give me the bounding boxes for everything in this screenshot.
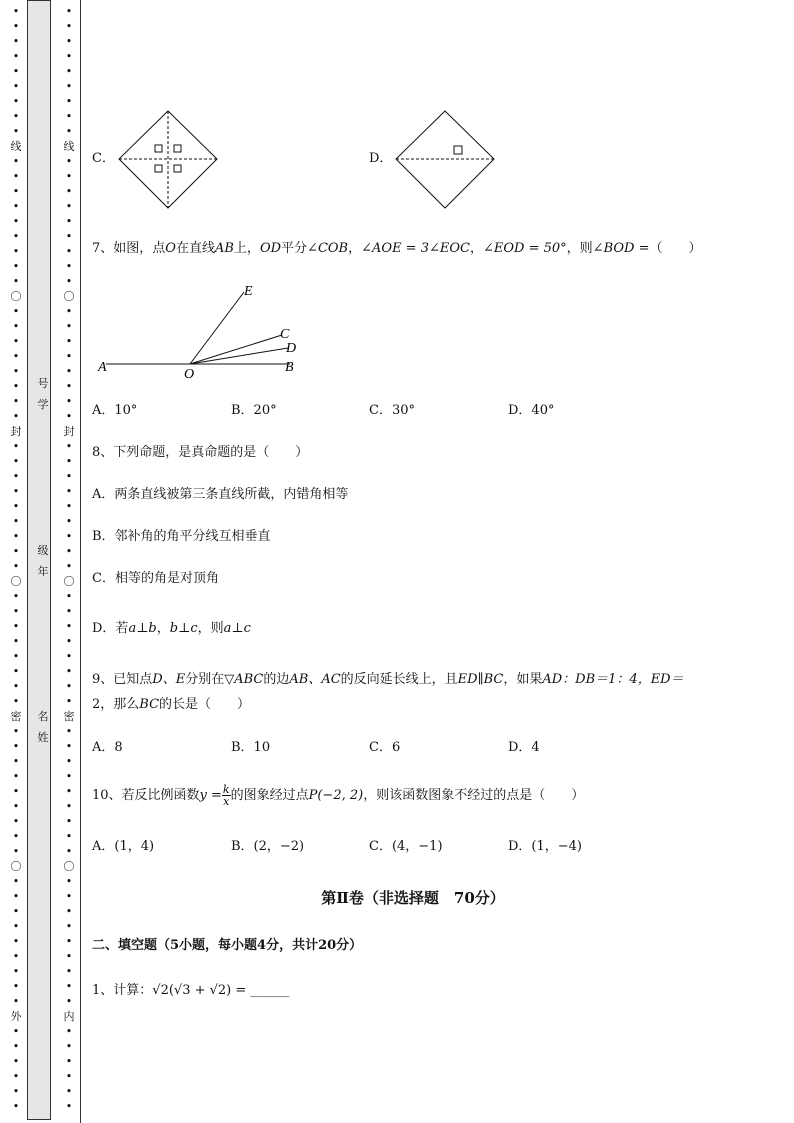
seal-label: 线 [63, 140, 75, 153]
name-field-char-2: 姓 [37, 731, 49, 744]
seal-dot: • [65, 170, 73, 183]
seal-dot: • [12, 350, 20, 363]
seal-label: 线 [10, 140, 22, 153]
seal-dot: • [65, 470, 73, 483]
seal-dot: • [65, 875, 73, 888]
seal-dot: • [12, 110, 20, 123]
q9-option-b: B．10 [231, 740, 271, 755]
seal-dot: • [65, 785, 73, 798]
seal-dot: • [12, 755, 20, 768]
seal-dot: • [65, 620, 73, 633]
seal-dot: • [12, 695, 20, 708]
seal-dot: • [65, 200, 73, 213]
seal-dot: • [12, 395, 20, 408]
seal-dot: • [12, 1040, 20, 1053]
seal-dot: • [65, 95, 73, 108]
seal-dot: • [65, 155, 73, 168]
section-2-title: 第Ⅱ卷（非选择题 70分） [321, 889, 505, 907]
seal-dot: • [65, 380, 73, 393]
seal-dot: • [65, 1100, 73, 1113]
q10-option-a: A．(1，4) [92, 839, 155, 854]
seal-dot: • [65, 110, 73, 123]
seal-dot: • [12, 560, 20, 573]
seal-dot: • [12, 20, 20, 33]
seal-dot: • [65, 815, 73, 828]
seal-dot: • [65, 20, 73, 33]
seal-dot: • [65, 500, 73, 513]
seal-label: 〇 [63, 290, 75, 303]
seal-dot: • [12, 920, 20, 933]
seal-dot: • [65, 1085, 73, 1098]
seal-dot: • [12, 770, 20, 783]
seal-dot: • [12, 1100, 20, 1113]
seal-dot: • [12, 215, 20, 228]
seal-label: 密 [10, 710, 22, 723]
seal-label: 外 [10, 1010, 22, 1023]
q10-option-b: B．(2，−2) [231, 839, 305, 854]
seal-dot: • [12, 95, 20, 108]
seal-label: 内 [63, 1010, 75, 1023]
seal-dot: • [65, 545, 73, 558]
seal-dot: • [12, 245, 20, 258]
seal-dot: • [12, 785, 20, 798]
q7-option-c: C．30° [369, 403, 415, 418]
seal-dot: • [65, 260, 73, 273]
seal-dot: • [65, 905, 73, 918]
seal-dot: • [12, 800, 20, 813]
seal-dot: • [65, 515, 73, 528]
seal-dot: • [65, 995, 73, 1008]
seal-dot: • [65, 215, 73, 228]
seal-dot: • [65, 635, 73, 648]
seal-dot: • [12, 725, 20, 738]
question-9-stem-line-1: 9、已知点D、E分别在▽ABC的边AB、AC的反向延长线上，且ED∥BC，如果AD：DB＝1：4，ED＝ [92, 672, 684, 687]
seal-dot: • [65, 320, 73, 333]
q8-option-c: C．相等的角是对顶角 [92, 571, 219, 586]
student-id-field-char-1: 号 [37, 377, 49, 390]
q9-option-d: D．4 [508, 740, 540, 755]
seal-dot: • [12, 335, 20, 348]
seal-dot: • [65, 920, 73, 933]
question-7-stem: 7、如图，点O在直线AB上，OD平分∠COB，∠AOE = 3∠EOC，∠EOD = 50°，则∠BOD =（ ） [92, 241, 702, 256]
seal-dot: • [12, 635, 20, 648]
question-8-stem: 8、下列命题，是真命题的是（ ） [92, 445, 309, 460]
seal-dot: • [12, 620, 20, 633]
seal-dot: • [65, 305, 73, 318]
q9-option-a: A．8 [92, 740, 123, 755]
seal-dot: • [12, 665, 20, 678]
seal-dot: • [12, 485, 20, 498]
seal-dot: • [12, 470, 20, 483]
q6-option-d-figure [394, 110, 496, 210]
seal-dot: • [12, 440, 20, 453]
seal-dot: • [12, 410, 20, 423]
seal-label: 〇 [63, 860, 75, 873]
seal-dot: • [65, 410, 73, 423]
point-label-c: C [280, 327, 290, 342]
q7-option-b: B．20° [231, 403, 277, 418]
seal-dot: • [12, 320, 20, 333]
seal-dot: • [12, 830, 20, 843]
seal-dot: • [65, 275, 73, 288]
seal-dot: • [12, 185, 20, 198]
q10-option-d: D．(1，−4) [508, 839, 583, 854]
seal-dot: • [12, 125, 20, 138]
seal-dot: • [12, 935, 20, 948]
point-label-a: A [98, 360, 107, 375]
student-id-field-char-2: 学 [37, 398, 49, 411]
point-label-o: O [184, 367, 195, 380]
q8-option-d: D．若a⊥b，b⊥c，则a⊥c [92, 621, 251, 636]
question-7-figure [92, 280, 312, 380]
seal-dot: • [65, 185, 73, 198]
seal-dot: • [12, 890, 20, 903]
seal-dot: • [12, 680, 20, 693]
seal-dot: • [12, 80, 20, 93]
q6-option-c-label: C． [92, 151, 115, 166]
seal-label: 封 [63, 425, 75, 438]
seal-dot: • [65, 800, 73, 813]
binding-strip [27, 0, 51, 1120]
q10-fraction: $\frac{k}{x}$ [222, 783, 230, 808]
seal-dot: • [12, 170, 20, 183]
seal-dot: • [65, 770, 73, 783]
seal-dot: • [65, 125, 73, 138]
seal-dot: • [65, 560, 73, 573]
answer-blank[interactable]: ______ [250, 983, 290, 998]
seal-dot: • [65, 1025, 73, 1038]
seal-dot: • [65, 335, 73, 348]
seal-dot: • [12, 950, 20, 963]
seal-dot: • [65, 890, 73, 903]
seal-dot: • [65, 680, 73, 693]
section-2-subtitle: 二、填空题（5小题，每小题4分，共计20分） [92, 938, 363, 953]
seal-dot: • [65, 455, 73, 468]
q6-option-d-label: D． [369, 151, 393, 166]
grade-field-char-1: 级 [37, 544, 49, 557]
seal-dot: • [65, 650, 73, 663]
seal-dot: • [12, 1070, 20, 1083]
seal-dot: • [65, 230, 73, 243]
left-seal-column [10, 4, 22, 1114]
seal-dot: • [65, 965, 73, 978]
seal-label: 密 [63, 710, 75, 723]
seal-dot: • [12, 230, 20, 243]
seal-dot: • [65, 245, 73, 258]
seal-dot: • [65, 725, 73, 738]
seal-dot: • [65, 395, 73, 408]
seal-dot: • [12, 740, 20, 753]
point-label-d: D [286, 341, 297, 356]
seal-dot: • [65, 695, 73, 708]
point-label-e: E [244, 284, 253, 299]
seal-dot: • [12, 275, 20, 288]
seal-dot: • [12, 980, 20, 993]
seal-dot: • [65, 485, 73, 498]
seal-dot: • [12, 1025, 20, 1038]
seal-dot: • [65, 755, 73, 768]
q6-option-c-figure [117, 110, 219, 210]
seal-dot: • [12, 365, 20, 378]
seal-label: 〇 [10, 290, 22, 303]
seal-dot: • [65, 530, 73, 543]
binding-line [80, 0, 81, 1123]
seal-dot: • [12, 815, 20, 828]
seal-dot: • [12, 875, 20, 888]
seal-dot: • [12, 905, 20, 918]
seal-dot: • [65, 65, 73, 78]
seal-dot: • [65, 1040, 73, 1053]
seal-dot: • [12, 50, 20, 63]
seal-dot: • [12, 65, 20, 78]
right-seal-column [63, 4, 75, 1114]
seal-dot: • [65, 50, 73, 63]
q9-option-c: C．6 [369, 740, 401, 755]
seal-label: 封 [10, 425, 22, 438]
seal-label: 〇 [63, 575, 75, 588]
seal-dot: • [12, 5, 20, 18]
seal-dot: • [12, 545, 20, 558]
seal-dot: • [65, 665, 73, 678]
q10-option-c: C．(4，−1) [369, 839, 443, 854]
seal-dot: • [65, 80, 73, 93]
seal-dot: • [12, 380, 20, 393]
seal-dot: • [12, 1055, 20, 1068]
q7-option-a: A．10° [92, 403, 138, 418]
grade-field-char-2: 年 [37, 565, 49, 578]
seal-dot: • [12, 605, 20, 618]
seal-dot: • [65, 1070, 73, 1083]
seal-dot: • [12, 965, 20, 978]
point-label-b: B [285, 360, 294, 375]
seal-dot: • [65, 845, 73, 858]
q7-option-d: D．40° [508, 403, 555, 418]
seal-dot: • [65, 5, 73, 18]
question-10-stem: 10、若反比例函数y = $\frac{k}{x}$ 的图象经过点P(−2, 2)，则该函数图象不经过的点是（ ） [92, 783, 585, 808]
seal-dot: • [65, 1055, 73, 1068]
seal-dot: • [65, 35, 73, 48]
seal-dot: • [12, 260, 20, 273]
seal-dot: • [65, 350, 73, 363]
seal-dot: • [12, 155, 20, 168]
seal-dot: • [12, 455, 20, 468]
seal-dot: • [65, 440, 73, 453]
seal-dot: • [12, 35, 20, 48]
question-9-stem-line-2: 2，那么BC的长是（ ） [92, 697, 251, 712]
seal-dot: • [12, 530, 20, 543]
seal-dot: • [12, 500, 20, 513]
seal-dot: • [65, 935, 73, 948]
seal-dot: • [12, 305, 20, 318]
seal-dot: • [65, 365, 73, 378]
seal-dot: • [65, 740, 73, 753]
seal-dot: • [65, 830, 73, 843]
name-field-char-1: 名 [37, 710, 49, 723]
seal-dot: • [12, 650, 20, 663]
seal-dot: • [12, 515, 20, 528]
fill-question-1: 1、计算：√2(√3 + √2) = ______ [92, 983, 290, 998]
seal-dot: • [65, 980, 73, 993]
seal-dot: • [12, 590, 20, 603]
q8-option-b: B．邻补角的角平分线互相垂直 [92, 529, 271, 544]
seal-label: 〇 [10, 575, 22, 588]
seal-dot: • [12, 200, 20, 213]
seal-dot: • [12, 1085, 20, 1098]
seal-dot: • [65, 590, 73, 603]
q8-option-a: A．两条直线被第三条直线所截，内错角相等 [92, 487, 349, 502]
seal-dot: • [12, 845, 20, 858]
seal-dot: • [12, 995, 20, 1008]
seal-dot: • [65, 950, 73, 963]
seal-label: 〇 [10, 860, 22, 873]
seal-dot: • [65, 605, 73, 618]
